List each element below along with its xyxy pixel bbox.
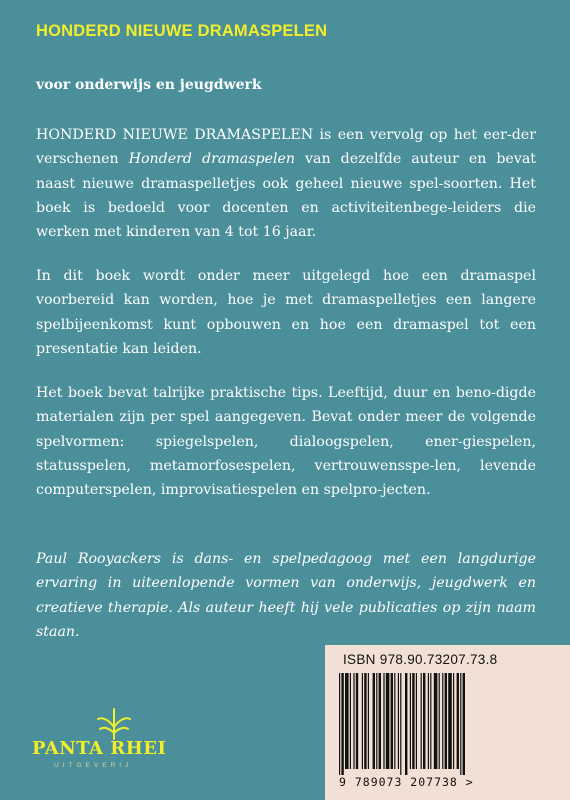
barcode-bar <box>445 673 447 769</box>
barcode-bar <box>383 673 384 769</box>
barcode-bar <box>362 673 363 769</box>
p1-text-a: HONDERD NIEUWE DRAMASPELEN is een vervolg op het eer-der verschenen <box>36 127 536 168</box>
barcode-bar <box>394 673 395 769</box>
author-bio: Paul Rooyackers is dans- en spelpedagoog met een langdurige ervaring in uiteenlopende vormen van onderwijs, jeugdwerk en creatieve therapie. Als auteur heeft hij vele publicaties op zijn naam staan. <box>36 551 536 640</box>
barcode-bar <box>391 673 393 769</box>
barcode-bar <box>428 673 429 769</box>
publisher-logo <box>20 705 170 775</box>
barcode-bar <box>412 673 414 769</box>
barcode-bar <box>356 673 358 769</box>
isbn-number: ISBN 978.90.73207.73.8 <box>343 652 498 667</box>
description-paragraph-1 <box>36 123 536 244</box>
book-subtitle: voor onderwijs en jeugdwerk <box>36 77 262 93</box>
barcode-digits: 9 789073 207738 > <box>339 775 474 789</box>
barcode-bar <box>457 673 459 769</box>
barcode-bar <box>421 673 422 769</box>
barcode-bar <box>410 673 411 769</box>
publisher-subtitle: UITGEVERIJ <box>54 762 133 769</box>
barcode-bar <box>339 673 340 775</box>
barcode-bar <box>341 673 343 775</box>
barcode-bar <box>376 673 377 769</box>
barcode-bar <box>453 673 454 769</box>
barcode-image <box>337 673 517 775</box>
barcode-bar <box>442 673 443 769</box>
barcode-bar <box>460 673 461 775</box>
fountain-icon <box>94 705 134 741</box>
barcode-bar <box>353 673 354 769</box>
barcode-bar <box>448 673 452 769</box>
barcode-bar <box>364 673 366 769</box>
description-paragraph-2: In dit boek wordt onder meer uitgelegd hoe een dramaspel voorbereid kan worden, hoe je met dramaspelletjes een langere spelbijeenkomst kunt opbouwen en hoe een dramaspel tot een presentatie kan leiden. <box>36 268 536 357</box>
description-paragraph-3: Het boek bevat talrijke praktische tips. Leeftijd, duur en beno-digde materialen zijn per spel aangegeven. Bevat onder meer de volgende spelvormen: spiegelspelen, dialoogspelen, ener-giespelen, statusspelen, metamorfosespelen, vertrouwensspe-len, levende computerspelen, improvisatiespelen en spelpro-jecten. <box>36 385 536 499</box>
barcode-bar <box>416 673 417 769</box>
barcode-bar <box>439 673 440 769</box>
barcode-bar <box>434 673 438 769</box>
barcode-bar <box>386 673 390 769</box>
p1-text-b: van dezelfde auteur en bevat naast nieuwe dramaspelletjes ook geheel nieuwe spel-soorten. Het boek is bedoeld voor docenten en activiteitenbege-leiders die werken met kinderen van 4 tot 16 jaar. <box>36 151 537 241</box>
barcode-bar <box>373 673 375 769</box>
barcode-bar <box>379 673 381 769</box>
barcode-bar <box>368 673 369 769</box>
p1-italic-title: Honderd dramaspelen <box>128 151 296 168</box>
barcode-bar <box>398 673 399 769</box>
barcode-bar <box>423 673 425 769</box>
barcode-bar <box>345 673 349 769</box>
publisher-name: PANTA RHEI <box>32 738 167 759</box>
barcode-bar <box>350 673 351 769</box>
barcode-bar <box>405 673 407 775</box>
barcode-bar <box>463 673 465 775</box>
barcode-bar <box>400 673 401 775</box>
isbn-barcode-panel <box>325 645 570 800</box>
barcode-bar <box>430 673 431 769</box>
book-title: HONDERD NIEUWE DRAMASPELEN <box>36 22 328 40</box>
